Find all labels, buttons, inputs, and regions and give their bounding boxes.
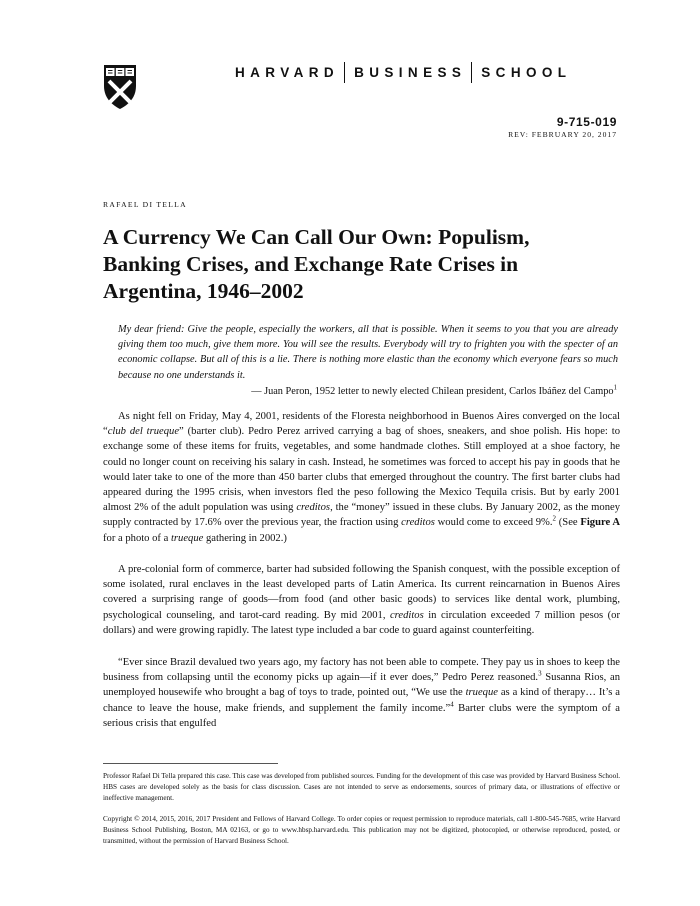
copyright-notice: Copyright © 2014, 2015, 2016, 2017 President and Fellows of Harvard College. To order copies or request permission to reproduce materials, call 1-800-545-7685, write Harvard Business School Publishing, Boston, MA 02163, or go to www.hbsp.harvard.edu. This publication may not be digitized, photocopied, or otherwise reproduced, posted, or transmitted, without the permission of Harvard Business School. <box>103 815 620 845</box>
masthead-word-harvard: HARVARD <box>235 64 340 80</box>
footnote-ref: 2 <box>552 514 557 523</box>
body-paragraph-1: As night fell on Friday, May 4, 2001, residents of the Floresta neighborhood in Buenos Aires converged on the local “club del trueque” (barter club). Pedro Perez arrived carrying a bag of shoes, sneakers, and shoe polish. His hope: to exchange some of these items for fruits, vegetables, and some handmade clothes. Still employed at a shoe factory, he could no longer count on receiving his salary in cash. Instead, he sometimes was forced to accept his pay in goods that he would later take to one of the more than 450 barter clubs that emerged throughout the country. The first barter clubs had appeared during the 1995 crisis, when investors fled the peso following the Mexico Tequila crisis. But by early 2001 almost 2% of the adult population was using creditos, the “money” issued in these clubs. By January 2002, as the money supply contracted by 17.6% over the previous year, the fraction using creditos would come to exceed 9%.$^2$ (See Figure A for a photo of a trueque gathering in 2002.) <box>103 411 621 544</box>
body-paragraph-2: A pre-colonial form of commerce, barter had subsided following the Spanish conquest, with the possible exception of some isolated, rural enclaves in the least developed parts of Latin America. Its current reincarnation in Buenos Aires covered a surprising range of goods—from food (and other basic goods) to services like dental work, plumbing, psychological counseling, and tarot-card reading. By mid 2001, creditos in circulation exceeded 7 million pesos (or dollars) and were growing rapidly. The latest type included a bar code to guard against counterfeiting. <box>103 564 620 636</box>
harvard-veritas-shield-icon <box>103 64 137 110</box>
case-title: A Currency We Can Call Our Own: Populism, Banking Crises, and Exchange Rate Crises in Argentina, 1946–2002 <box>103 225 530 303</box>
footnote-ref: 1 <box>613 383 617 392</box>
attribution-text: — Juan Peron, 1952 letter to newly elected Chilean president, Carlos Ibáñez del Campo <box>251 386 614 397</box>
author-name: RAFAEL DI TELLA <box>103 200 187 209</box>
school-masthead <box>235 62 620 82</box>
footnote-ref: 3 <box>538 669 542 678</box>
epigraph-quote: My dear friend: Give the people, especially the workers, all that is possible. When it seems to you that you are already giving them too much, give them more. You will see the results. Everybody will try to frighten you with the specter of an economic collapse. But all of this is a lie. There is nothing more elastic than the economy which everyone fears so much because no one understands it. <box>118 324 618 381</box>
figure-a-reference: Figure A <box>580 517 620 529</box>
masthead-divider <box>471 62 472 83</box>
body-paragraph-3: “Ever since Brazil devalued two years ago, my factory has not been able to compete. They pay us in shoes to keep the business from collapsing until the economy picks up again—if it ever does,” Pedro Perez reasoned.$^3$ Susanna Rios, an unemployed housewife who brought a bag of toys to trade, pointed out, “We use the trueque as a kind of therapy… It’s a chance to leave the house, make friends, and supplement the family income.”$^4$ Barter clubs were the symptom of a serious crisis that engulfed <box>103 657 620 729</box>
case-number: 9-715-019 <box>556 115 617 129</box>
epigraph-attribution <box>251 383 617 397</box>
preparation-note: Professor Rafael Di Tella prepared this case. This case was developed from published sources. Funding for the development of this case was provided by Harvard Business School. HBS cases are developed solely as the basis for class discussion. Cases are not intended to serve as endorsements, sources of primary data, or illustrations of effective or ineffective management. <box>103 772 620 802</box>
footnote-divider <box>103 763 278 764</box>
masthead-word-business: BUSINESS <box>354 64 467 80</box>
revision-date: REV: FEBRUARY 20, 2017 <box>508 130 617 139</box>
masthead-word-school: SCHOOL <box>481 64 572 80</box>
masthead-divider <box>344 62 345 83</box>
footnote-ref: 4 <box>450 700 454 709</box>
